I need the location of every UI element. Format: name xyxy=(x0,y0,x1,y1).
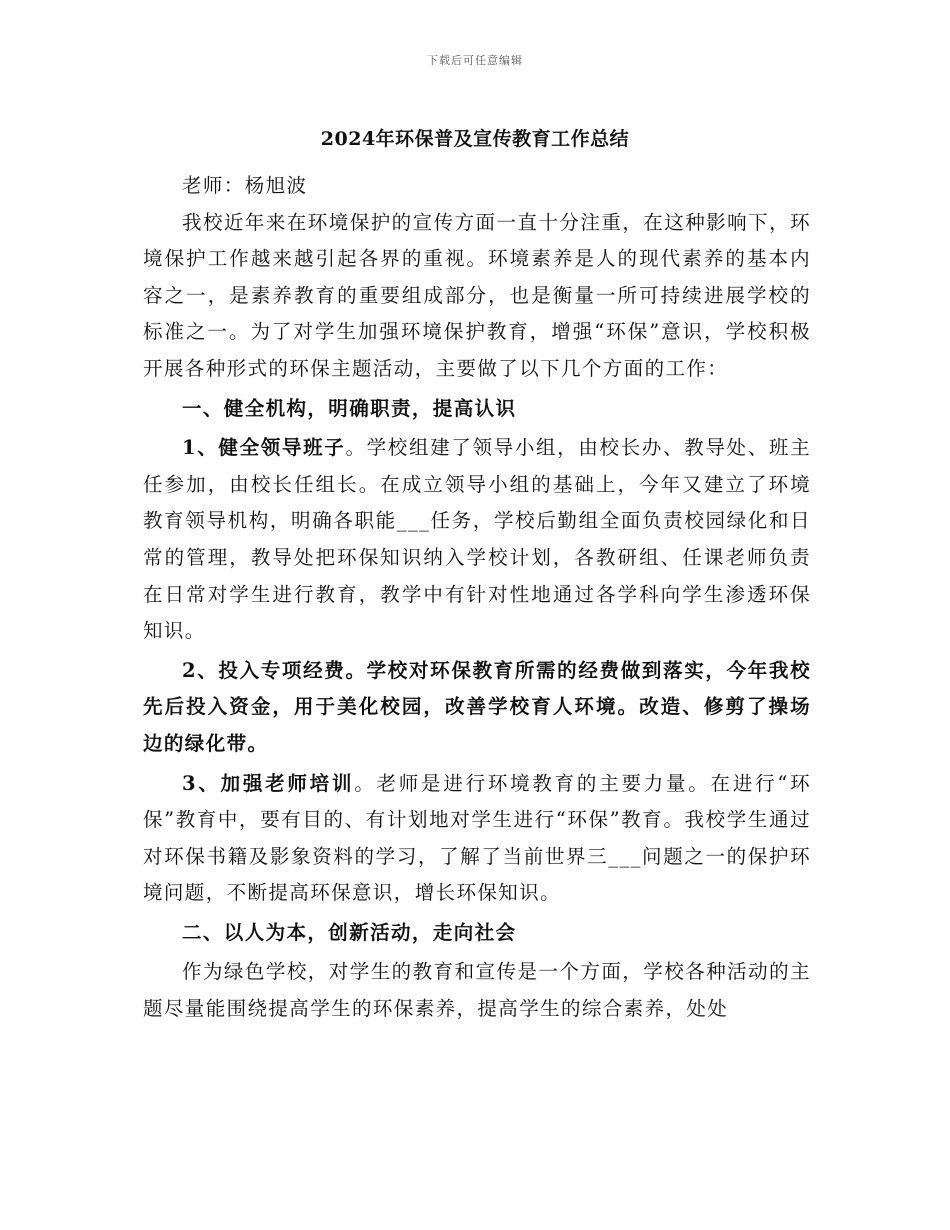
document-body xyxy=(143,168,811,1028)
page-header-note: 下载后可任意编辑 xyxy=(427,54,523,67)
item-1-paragraph xyxy=(143,430,811,650)
document-title: 2024年环保普及宣传教育工作总结 xyxy=(320,128,630,150)
intro-paragraph: 我校近年来在环境保护的宣传方面一直十分注重，在这种影响下，环境保护工作越来越引起各界的重视。环境素养是人的现代素养的基本内容之一，是素养教育的重要组成部分，也是衡量一所可持续进展学校的标准之一。为了对学生加强环境保护教育，增强“环保”意识，学校积极开展各种形式的环保主题活动，主要做了以下几个方面的工作： xyxy=(143,210,811,380)
item-3-lead: 3、加强老师培训 xyxy=(182,771,355,795)
author-line: 老师：杨旭波 xyxy=(182,174,308,197)
item-1-lead: 1、健全领导班子 xyxy=(182,436,346,460)
section-2-heading: 二、以人为本，创新活动，走向社会 xyxy=(182,920,517,944)
item-3-paragraph xyxy=(143,766,811,912)
item-3-body: 。老师是进行环境教育的主要力量。在进行“环保”教育中，要有目的、有计划地对学生进行“环保”教育。我校学生通过对环保书籍及影象资料的学习，了解了当前世界三___问题之一的保护环境问题，不断提高环保意识，增长环保知识。 xyxy=(143,771,811,905)
section-1-heading: 一、健全机构，明确职责，提高认识 xyxy=(182,396,517,420)
item-2-paragraph: 2、投入专项经费。学校对环保教育所需的经费做到落实，今年我校先后投入资金，用于美化校园，改善学校育人环境。改造、修剪了操场边的绿化带。 xyxy=(143,658,811,755)
section-2-paragraph: 作为绿色学校，对学生的教育和宣传是一个方面，学校各种活动的主题尽量能围绕提高学生的环保素养，提高学生的综合素养，处处 xyxy=(143,960,811,1021)
item-1-body: 。学校组建了领导小组，由校长办、教导处、班主任参加，由校长任组长。在成立领导小组的基础上，今年又建立了环境教育领导机构，明确各职能___任务，学校后勤组全面负责校园绿化和日常的管理，教导处把环保知识纳入学校计划，各教研组、任课老师负责在日常对学生进行教育，教学中有针对性地通过各学科向学生渗透环保知识。 xyxy=(143,436,811,643)
